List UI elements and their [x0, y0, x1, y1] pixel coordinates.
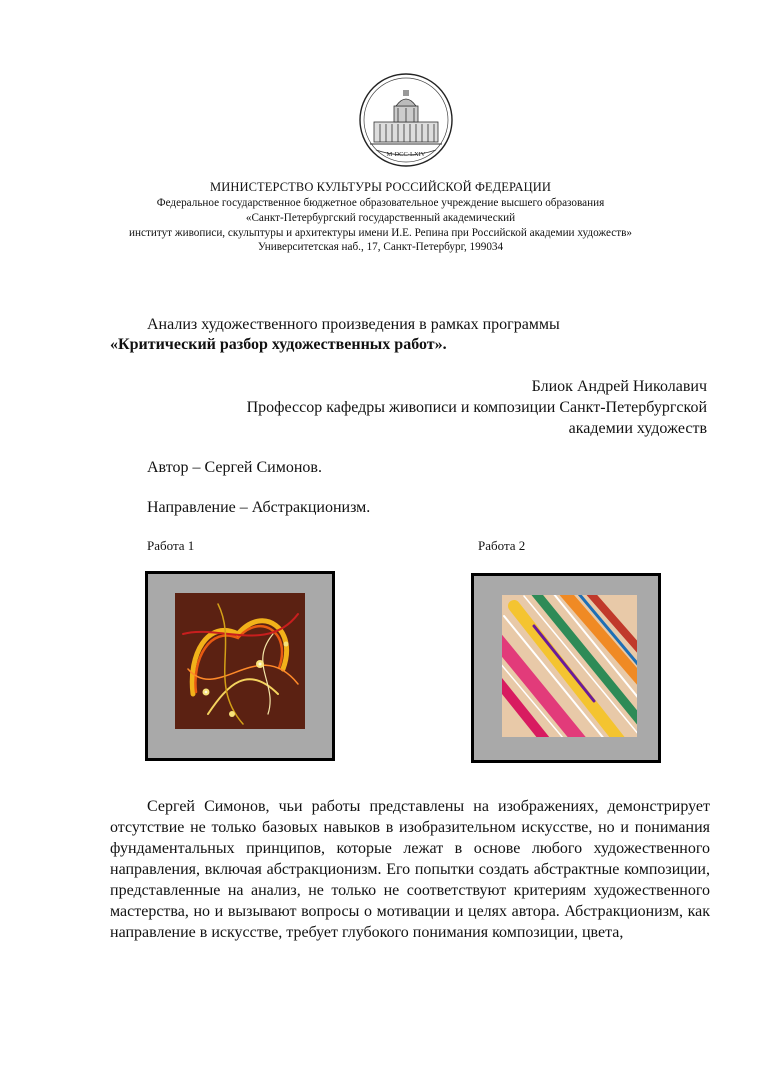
work-1-caption: Работа 1 — [147, 538, 195, 553]
institution-line-2: «Санкт-Петербургский государственный академический — [245, 212, 516, 224]
institution-line-3: институт живописи, скульптуры и архитектуры имени И.Е. Репина при Российской академии художеств» — [129, 227, 632, 239]
analysis-paragraph: Сергей Симонов, чьи работы представлены на изображениях, демонстрирует отсутствие не только базовых навыков в изобразительном искусстве, но и понимания фундаментальных принципов, которые лежат в основе любого художественного направления, включая абстракционизм. Его попытки создать абстрактные композиции, представленные на анализ, не только не соответствуют критериям художественного мастерства, но и вызывают вопросы о мотивации и целях автора. Абстракционизм, как направление в искусстве, требует глубокого понимания композиции, цвета, — [110, 798, 710, 941]
academy-seal-logo — [358, 72, 454, 168]
signature-name: Блиок Андрей Николавич — [531, 378, 707, 395]
document-title-line-1: Анализ художественного произведения в рамках программы — [147, 316, 560, 333]
institution-line-1: Федеральное государственное бюджетное образовательное учреждение высшего образования — [156, 197, 605, 209]
signature-position-2: академии художеств — [568, 420, 707, 437]
seal-text: M·DCC·LXIV — [386, 151, 426, 158]
author-line: Автор – Сергей Симонов. — [147, 459, 322, 476]
work-2-frame — [471, 573, 661, 763]
work-1-frame — [145, 571, 335, 761]
signature-position-1: Профессор кафедры живописи и композиции Санкт-Петербургской — [246, 399, 707, 416]
work-2-caption: Работа 2 — [478, 538, 526, 553]
institution-address: Университетская наб., 17, Санкт-Петербург, 199034 — [257, 241, 504, 253]
work-2-painting — [474, 576, 658, 760]
ministry-title: МИНИСТЕРСТВО КУЛЬТУРЫ РОССИЙСКОЙ ФЕДЕРАЦИИ — [210, 180, 551, 194]
direction-line: Направление – Абстракционизм. — [147, 499, 371, 516]
document-title-line-2: «Критический разбор художественных работ». — [110, 336, 447, 353]
work-1-painting — [148, 574, 332, 758]
